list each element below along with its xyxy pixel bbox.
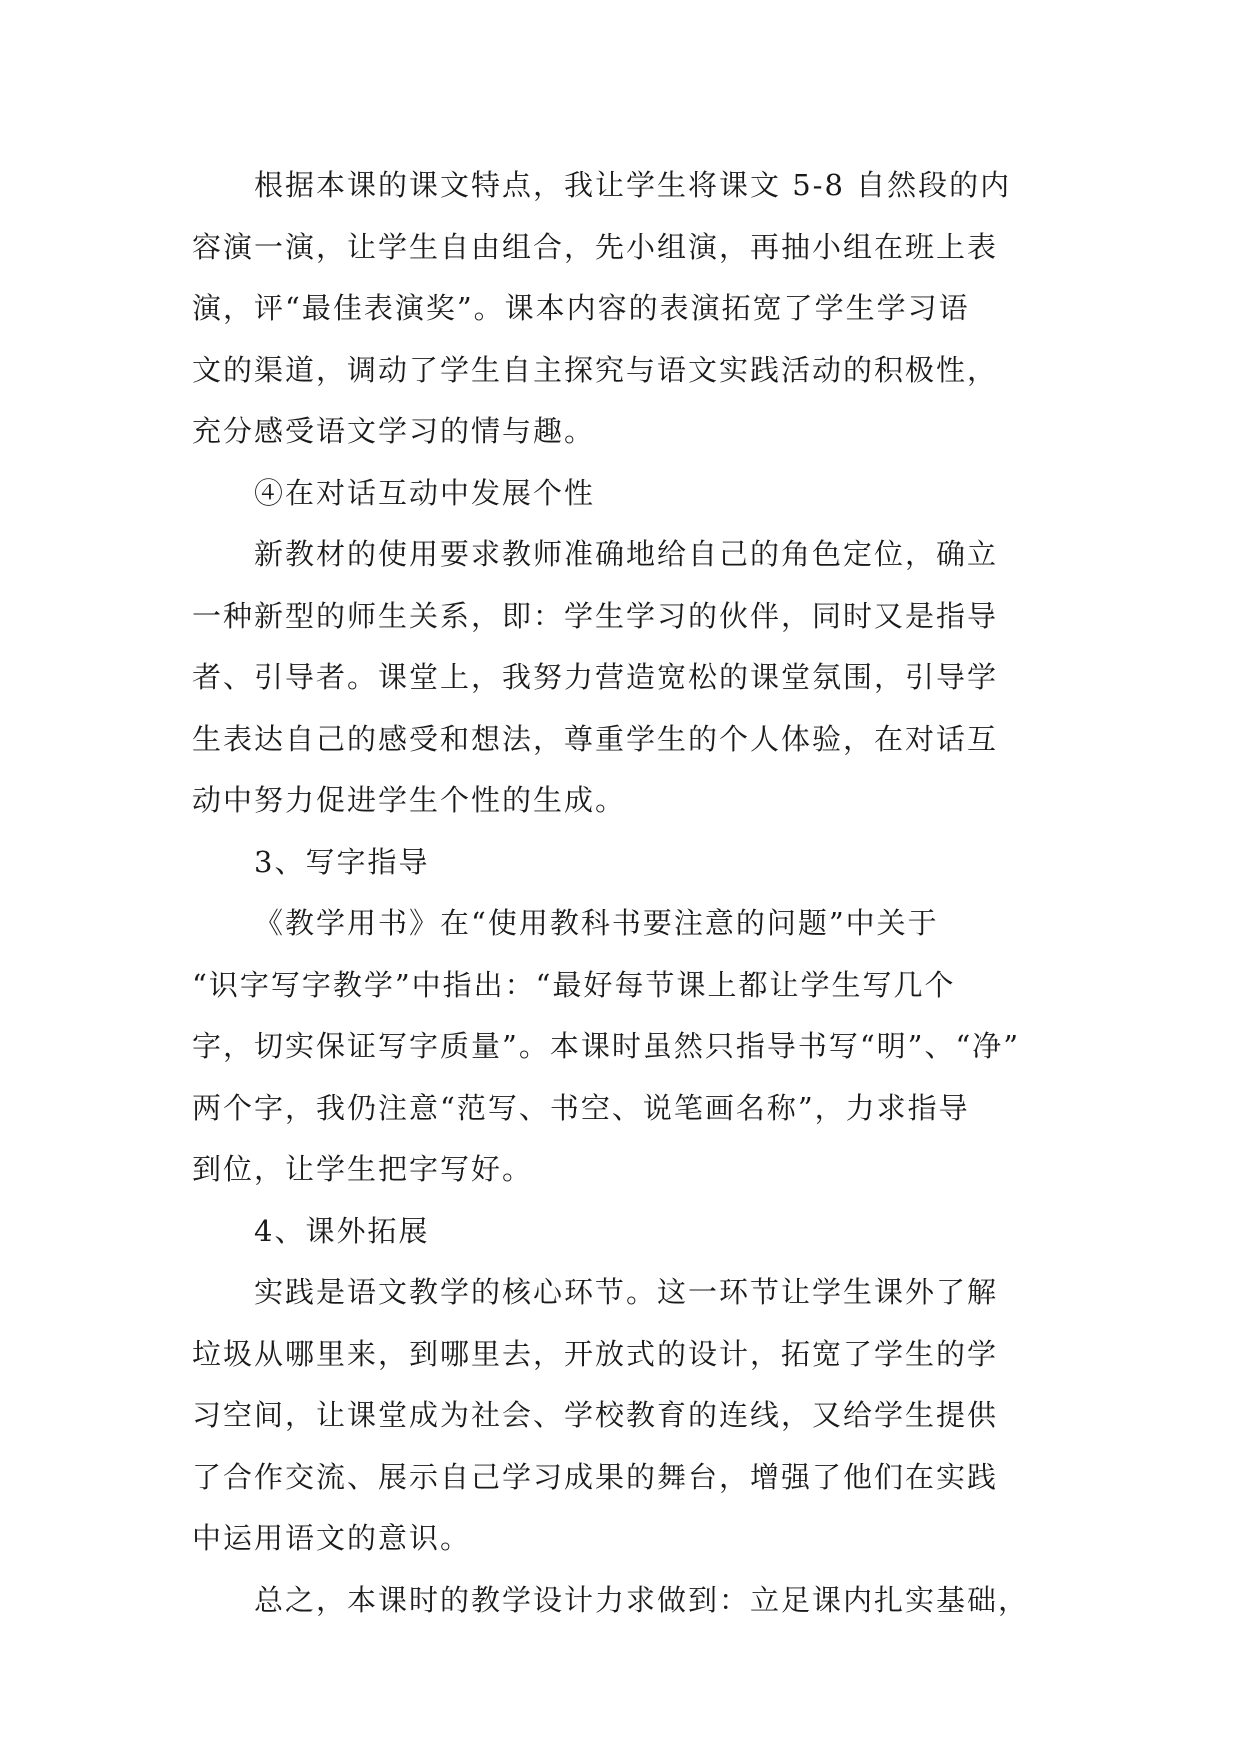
text-line: 新教材的使用要求教师准确地给自己的角色定位，确立 bbox=[254, 537, 999, 571]
text-line: 演，评“最佳表演奖”。课本内容的表演拓宽了学生学习语 bbox=[192, 291, 970, 325]
text-line: 习空间，让课堂成为社会、学校教育的连线，又给学生提供 bbox=[192, 1398, 999, 1432]
text-line: 两个字，我仍注意“范写、书空、说笔画名称”，力求指导 bbox=[192, 1090, 970, 1125]
text-line: 充分感受语文学习的情与趣。 bbox=[192, 414, 596, 448]
text-line: 中运用语文的意识。 bbox=[192, 1521, 472, 1555]
text-line: 动中努力促进学生个性的生成。 bbox=[192, 783, 627, 817]
text-line: 3、写字指导 bbox=[254, 844, 430, 879]
text-line: 字，切实保证写字质量”。本课时虽然只指导书写“明”、“净” bbox=[192, 1029, 1021, 1063]
text-line: 实践是语文教学的核心环节。这一环节让学生课外了解 bbox=[254, 1275, 999, 1309]
text-line: 者、引导者。课堂上，我努力营造宽松的课堂氛围，引导学 bbox=[192, 660, 999, 694]
text-line: 到位，让学生把字写好。 bbox=[192, 1152, 534, 1186]
text-line: 生表达自己的感受和想法，尊重学生的个人体验，在对话互 bbox=[192, 721, 999, 756]
text-line: 《教学用书》在“使用教科书要注意的问题”中关于 bbox=[254, 906, 939, 940]
text-line: ④在对话互动中发展个性 bbox=[254, 475, 596, 510]
text-line: 根据本课的课文特点，我让学生将课文 5-8 自然段的内 bbox=[254, 168, 1012, 202]
text-line: 了合作交流、展示自己学习成果的舞台，增强了他们在实践 bbox=[192, 1459, 999, 1494]
text-line: 总之，本课时的教学设计力求做到：立足课内扎实基础， bbox=[254, 1582, 1030, 1617]
text-line: 4、课外拓展 bbox=[254, 1213, 430, 1248]
text-line: 容演一演，让学生自由组合，先小组演，再抽小组在班上表 bbox=[192, 229, 999, 264]
text-line: “识字写字教学”中指出：“最好每节课上都让学生写几个 bbox=[192, 967, 956, 1002]
body-text bbox=[192, 155, 1052, 1631]
text-line: 垃圾从哪里来，到哪里去，开放式的设计，拓宽了学生的学 bbox=[192, 1336, 999, 1371]
text-line: 文的渠道，调动了学生自主探究与语文实践活动的积极性， bbox=[192, 352, 999, 387]
text-line: 一种新型的师生关系，即：学生学习的伙伴，同时又是指导 bbox=[192, 598, 999, 633]
